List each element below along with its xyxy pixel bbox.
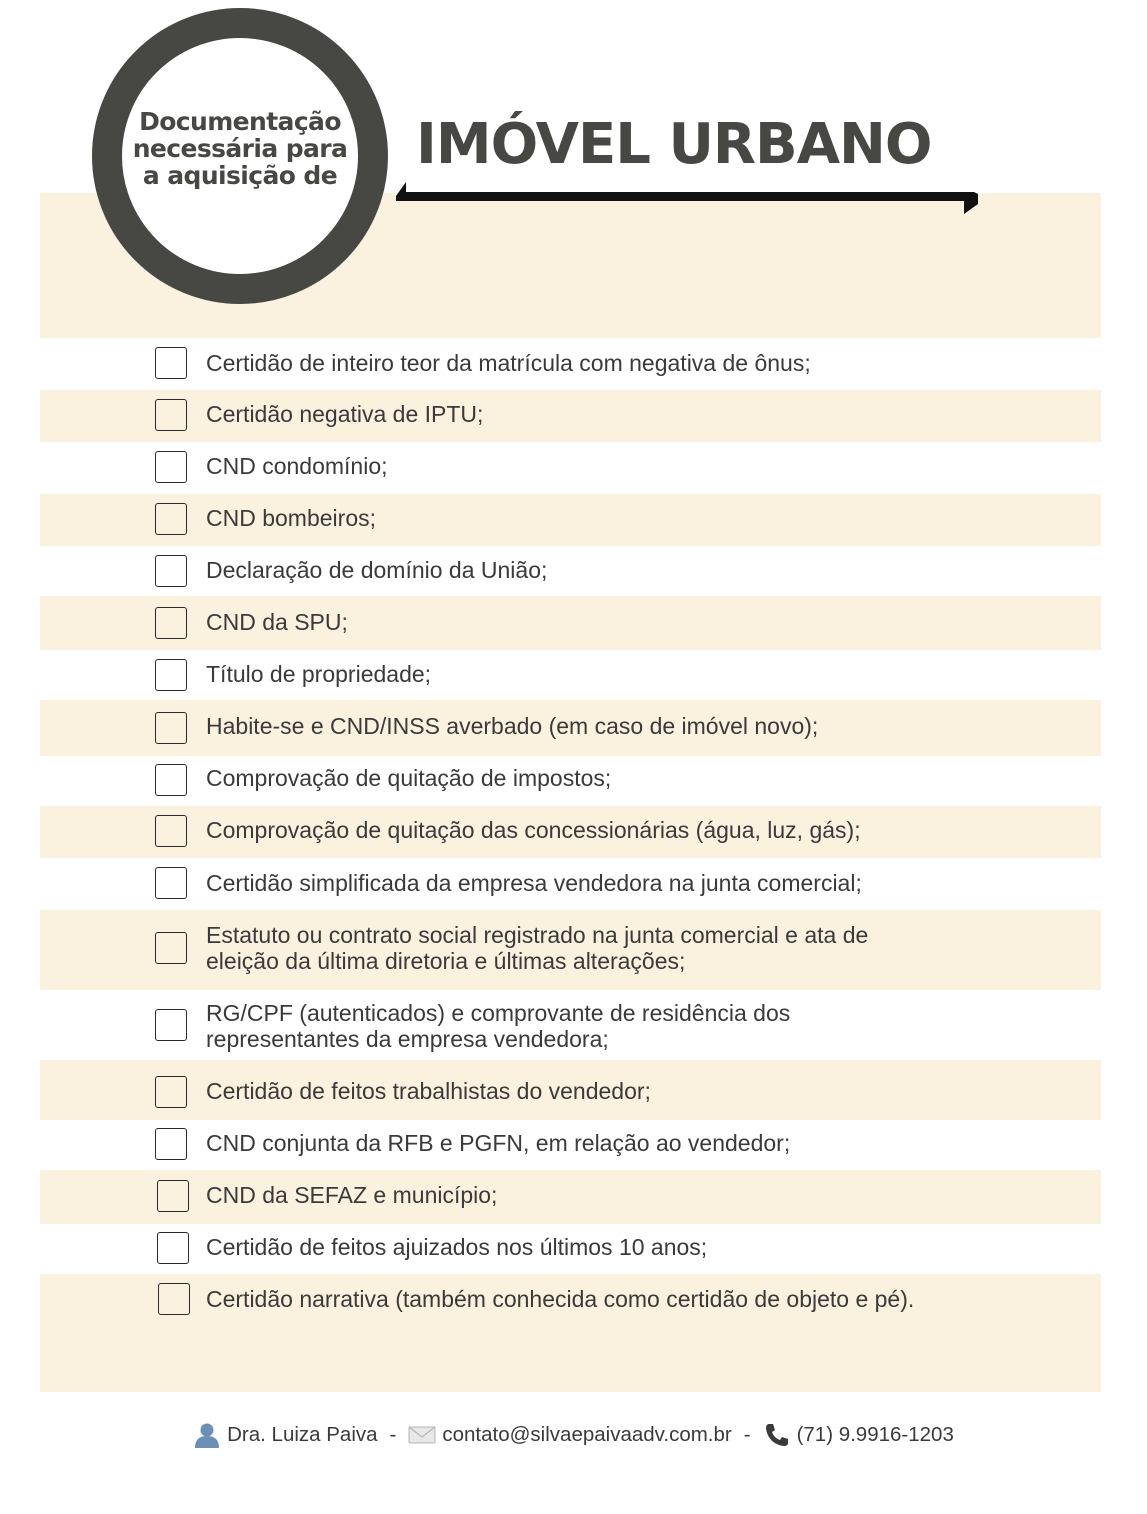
checklist-checkbox[interactable] [155, 712, 187, 744]
footer-contact [0, 1422, 1147, 1448]
checklist-item [40, 596, 1101, 650]
checklist-label: Certidão de feitos ajuizados nos últimos 10 anos; [206, 1234, 708, 1260]
footer-name: Dra. Luiza Paiva [227, 1423, 378, 1446]
checklist-checkbox[interactable] [155, 555, 187, 587]
checklist-checkbox[interactable] [155, 347, 187, 379]
checklist-label: Certidão negativa de IPTU; [206, 401, 484, 427]
checklist-item [40, 910, 1101, 990]
circle-text [133, 108, 348, 189]
checklist-checkbox[interactable] [155, 1009, 187, 1041]
phone-icon [763, 1422, 791, 1448]
checklist-checkbox[interactable] [155, 867, 187, 899]
checklist-label: Comprovação de quitação das concessionárias (água, luz, gás); [206, 817, 861, 843]
checklist-item [40, 990, 1101, 1060]
checklist-label: CND condomínio; [206, 453, 388, 479]
footer-phone[interactable]: (71) 9.9916-1203 [796, 1423, 954, 1446]
checklist-item [40, 700, 1101, 756]
footer-email-item[interactable] [408, 1423, 731, 1447]
checklist-label: Declaração de domínio da União; [206, 557, 548, 583]
circle-line-2: necessária para [132, 133, 348, 163]
checklist-checkbox[interactable] [158, 1283, 190, 1315]
footer-name-item [193, 1422, 377, 1448]
checklist-label: Certidão de inteiro teor da matrícula com negativa de ônus; [206, 350, 811, 376]
person-icon [193, 1422, 221, 1448]
checklist-item [40, 650, 1101, 700]
checklist-item [40, 546, 1101, 596]
checklist-label: CND bombeiros; [206, 505, 376, 531]
footer-separator: - [743, 1423, 751, 1446]
envelope-icon [408, 1425, 436, 1445]
checklist-item [40, 1274, 1101, 1392]
checklist-item [40, 390, 1101, 442]
checklist-item [40, 858, 1101, 910]
checklist-item [40, 494, 1101, 546]
page-title: IMÓVEL URBANO [416, 112, 932, 177]
header-circle-badge [92, 8, 388, 304]
footer-phone-item[interactable] [763, 1422, 954, 1448]
footer-email[interactable]: contato@silvaepaivaadv.com.br [442, 1423, 732, 1446]
checklist-checkbox[interactable] [155, 1128, 187, 1160]
checklist-checkbox[interactable] [155, 932, 187, 964]
checklist-label-line: eleição da última diretoria e últimas alterações; [206, 948, 686, 974]
checklist-label: CND da SPU; [206, 609, 348, 635]
checklist-label: Certidão simplificada da empresa vendedora na junta comercial; [206, 870, 862, 896]
checklist-label: Certidão de feitos trabalhistas do vendedor; [206, 1078, 651, 1104]
circle-line-3: a aquisição de [142, 160, 338, 190]
checklist-label-line: RG/CPF (autenticados) e comprovante de residência dos [206, 1000, 791, 1026]
checklist-checkbox[interactable] [155, 399, 187, 431]
checklist-checkbox[interactable] [155, 607, 187, 639]
checklist-checkbox[interactable] [157, 1180, 189, 1212]
checklist-item [40, 442, 1101, 494]
checklist-checkbox[interactable] [155, 815, 187, 847]
title-underline-arrow [396, 180, 982, 216]
checklist-item [40, 756, 1101, 806]
checklist-checkbox[interactable] [157, 1232, 189, 1264]
checklist-label [206, 1000, 790, 1052]
checklist-item [40, 1224, 1101, 1274]
checklist-item [40, 338, 1101, 390]
checklist-item [40, 806, 1101, 858]
checklist-label: Habite-se e CND/INSS averbado (em caso de imóvel novo); [206, 713, 819, 739]
checklist-label: Comprovação de quitação de impostos; [206, 765, 612, 791]
checklist-label: CND da SEFAZ e município; [206, 1182, 498, 1208]
checklist-label: Título de propriedade; [206, 661, 432, 687]
checklist-checkbox[interactable] [155, 451, 187, 483]
checklist-label: CND conjunta da RFB e PGFN, em relação ao vendedor; [206, 1130, 791, 1156]
checklist-checkbox[interactable] [155, 764, 187, 796]
checklist-item [40, 1120, 1101, 1170]
checklist-checkbox[interactable] [155, 1076, 187, 1108]
footer-separator: - [389, 1423, 397, 1446]
circle-line-1: Documentação [139, 106, 341, 136]
checklist-item [40, 1060, 1101, 1120]
checklist-checkbox[interactable] [155, 503, 187, 535]
checklist-label: Certidão narrativa (também conhecida como certidão de objeto e pé). [206, 1286, 915, 1312]
checklist-checkbox[interactable] [155, 659, 187, 691]
checklist-label-line: representantes da empresa vendedora; [206, 1026, 609, 1052]
checklist-item [40, 1170, 1101, 1224]
checklist-label-line: Estatuto ou contrato social registrado na junta comercial e ata de [206, 922, 869, 948]
checklist-label [206, 922, 868, 974]
